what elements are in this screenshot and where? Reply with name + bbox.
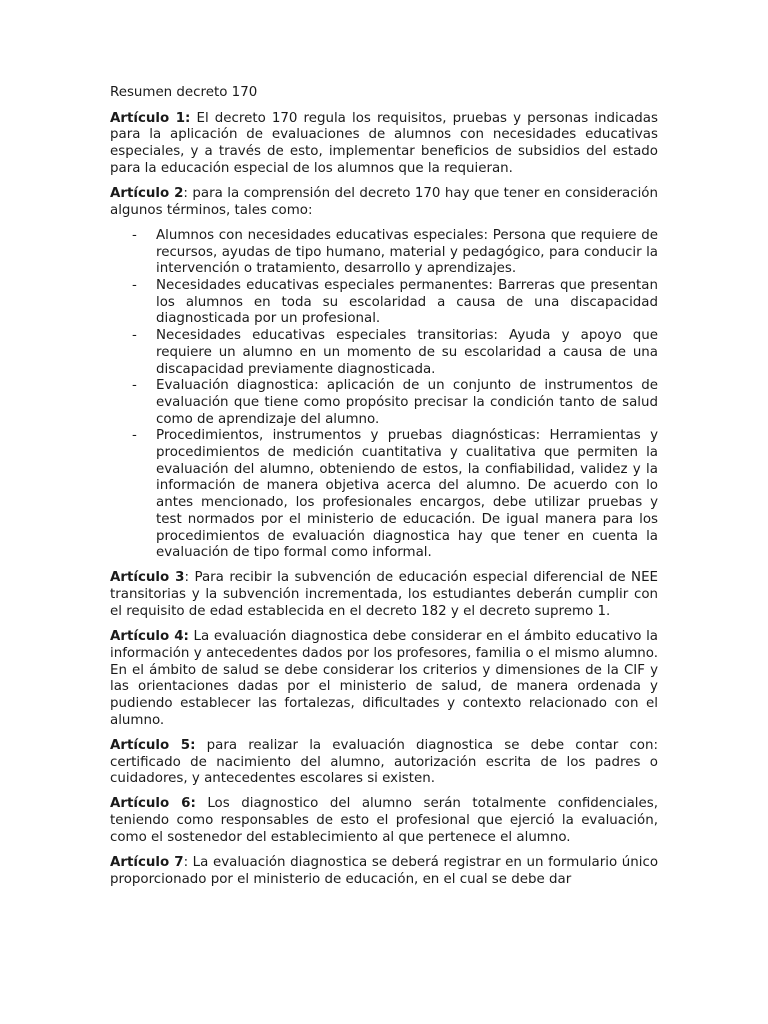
term-text: Evaluación diagnostica: aplicación de un conjunto de instrumentos de evaluación que tiene como propósito precisar la condición tanto de salud como de aprendizaje del alumno.	[156, 378, 658, 427]
article-1	[110, 111, 658, 178]
article-4	[110, 629, 658, 729]
article-2	[110, 186, 658, 219]
term-text: Procedimientos, instrumentos y pruebas diagnósticas: Herramientas y procedimientos de medición cuantitativa y cualitativa que permiten la evaluación del alumno, obteniendo de estos, la confiabilidad, validez y la información de manera objetiva acerca del alumno. De acuerdo con lo antes mencionado, los profesionales encargos, debe utilizar pruebas y test normados por el ministerio de educación. De igual manera para los procedimientos de evaluación diagnostica hay que tener en cuenta la evaluación de tipo formal como informal.	[156, 428, 658, 561]
list-item	[110, 428, 658, 562]
article-label: Artículo 3	[110, 570, 185, 586]
list-dash: -	[132, 227, 137, 243]
list-dash: -	[132, 328, 137, 344]
article-5	[110, 738, 658, 788]
article-text: : para la comprensión del decreto 170 hay que tener en consideración algunos términos, tales como:	[110, 186, 658, 218]
document-page	[110, 85, 658, 897]
term-text: Necesidades educativas especiales transitorias: Ayuda y apoyo que requiere un alumno en un momento de su escolaridad a causa de una discapacidad previamente diagnosticada.	[156, 328, 658, 377]
list-item	[110, 378, 658, 428]
article-text: : La evaluación diagnostica se deberá registrar en un formulario único proporcionado por el ministerio de educación, en el cual se debe dar	[110, 855, 659, 887]
article-6	[110, 796, 658, 846]
article-label: Artículo 5:	[110, 737, 196, 753]
list-item	[110, 328, 658, 378]
term-text: Alumnos con necesidades educativas especiales: Persona que requiere de recursos, ayudas de tipo humano, material y pedagógico, para conducir la intervención o tratamiento, desarrollo y aprendizajes.	[156, 227, 658, 277]
list-item	[110, 228, 658, 278]
article-text: Los diagnostico del alumno serán totalmente confidenciales, teniendo como responsables de esto el profesional que ejerció la evaluación, como el sostenedor del establecimiento al que pertenece el alumno.	[110, 796, 658, 845]
list-dash: -	[132, 278, 137, 294]
article-7	[110, 855, 658, 888]
article-label: Artículo 1:	[110, 110, 191, 126]
list-item	[110, 278, 658, 328]
article-label: Artículo 7	[110, 855, 184, 871]
list-dash: -	[132, 428, 137, 444]
article-text: : Para recibir la subvención de educación especial diferencial de NEE transitorias y la subvención incrementada, los estudiantes deberán cumplir con el requisito de edad establecida en el decreto 182 y el decreto supremo 1.	[110, 570, 658, 619]
article-text: para realizar la evaluación diagnostica se debe contar con: certificado de nacimiento del alumno, autorización escrita de los padres o cuidadores, y antecedentes escolares si existen.	[110, 737, 658, 787]
article-text: El decreto 170 regula los requisitos, pruebas y personas indicadas para la aplicación de evaluaciones de alumnos con necesidades educativas especiales, y a través de esto, implementar beneficios de subsidios del estado para la educación especial de los alumnos que la requieran.	[110, 110, 658, 176]
article-label: Artículo 4:	[110, 629, 189, 645]
terms-list	[110, 228, 658, 562]
term-text: Necesidades educativas especiales permanentes: Barreras que presentan los alumnos en toda su escolaridad a causa de una discapacidad diagnosticada por un profesional.	[156, 278, 658, 327]
document-title: Resumen decreto 170	[110, 85, 258, 100]
list-dash: -	[132, 378, 137, 394]
article-label: Artículo 6:	[110, 796, 196, 812]
article-label: Artículo 2	[110, 186, 184, 202]
article-text: La evaluación diagnostica debe considerar en el ámbito educativo la información y antecedentes dados por los profesores, familia o el mismo alumno. En el ámbito de salud se debe considerar los criterios y dimensiones de la CIF y las orientaciones dadas por el ministerio de salud, de manera ordenada y pudiendo establecer las fortalezas, dificultades y contexto relacionado con el alumno.	[110, 629, 658, 728]
article-3	[110, 570, 658, 620]
